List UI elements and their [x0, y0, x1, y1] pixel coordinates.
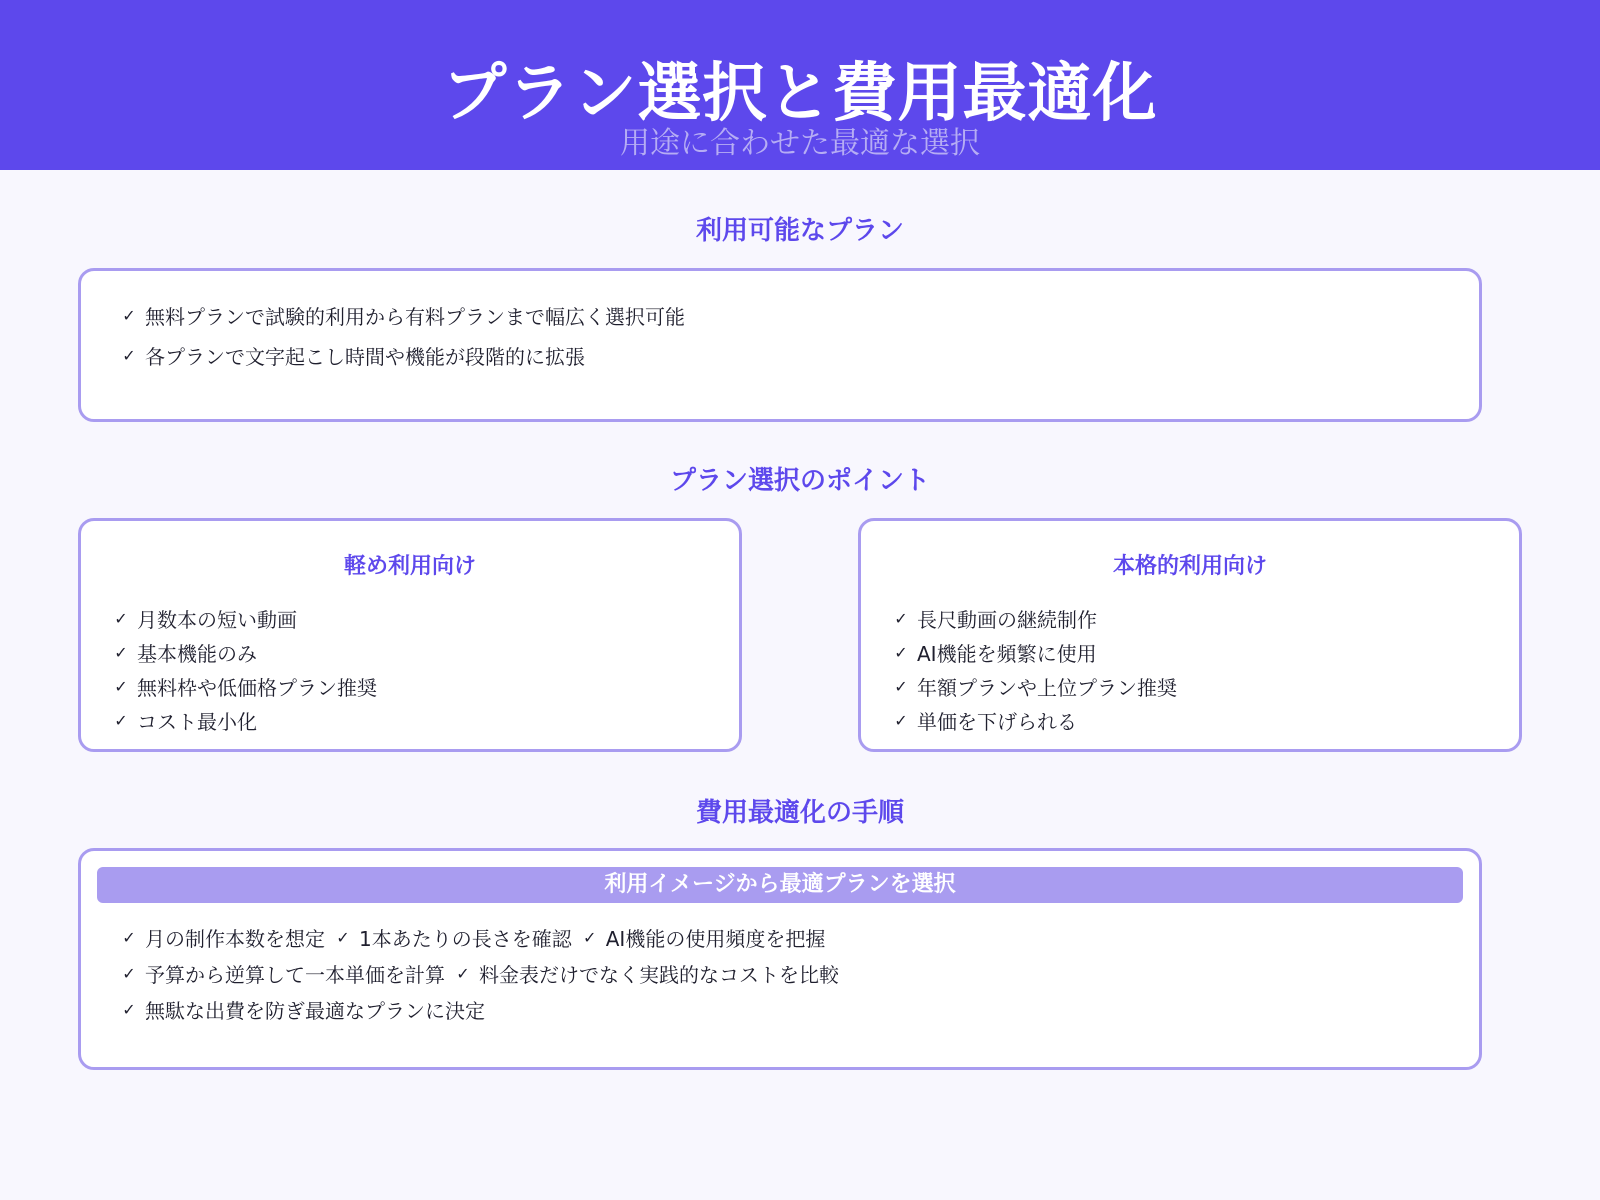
serious-usage-card: [858, 518, 1522, 752]
list-item: [893, 635, 1177, 669]
list-item-text: 基本機能のみ: [137, 641, 257, 666]
list-item: [893, 703, 1177, 737]
checkmark-icon: ✓: [122, 345, 136, 365]
list-item-text: 各プランで文字起こし時間や機能が段階的に拡張: [145, 344, 585, 369]
checkmark-icon: ✓: [122, 964, 136, 983]
list-item-text: 単価を下げられる: [917, 709, 1077, 734]
optimization-card: [78, 848, 1482, 1070]
list-item-text: 長尺動画の継続制作: [917, 607, 1097, 632]
checkmark-icon: ✓: [114, 642, 128, 662]
step-text: 月の制作本数を想定: [145, 927, 325, 951]
points-heading: プラン選択のポイント: [669, 466, 930, 496]
serious-usage-title: 本格的利用向け: [1112, 554, 1267, 579]
checkmark-icon: ✓: [894, 642, 908, 662]
list-item: [121, 295, 685, 335]
list-item-text: 無料枠や低価格プラン推奨: [137, 675, 377, 700]
checkmark-icon: ✓: [122, 305, 136, 325]
checkmark-icon: ✓: [456, 964, 470, 983]
step-row: [121, 923, 835, 952]
list-item: [893, 601, 1177, 635]
step-item: [455, 959, 839, 988]
step-item: [335, 923, 572, 952]
checkmark-icon: ✓: [114, 608, 128, 628]
checkmark-icon: ✓: [894, 608, 908, 628]
list-item: [113, 703, 377, 737]
checkmark-icon: ✓: [894, 676, 908, 696]
light-usage-card: [78, 518, 742, 752]
step-item: [121, 959, 445, 988]
step-text: 無駄な出費を防ぎ最適なプランに決定: [145, 999, 485, 1023]
checkmark-icon: ✓: [114, 676, 128, 696]
step-row: [121, 995, 495, 1024]
step-text: 1本あたりの長さを確認: [359, 927, 572, 951]
plans-heading: 利用可能なプラン: [695, 216, 904, 246]
list-item-text: 年額プランや上位プラン推奨: [917, 675, 1177, 700]
step-text: 料金表だけでなく実践的なコストを比較: [479, 963, 839, 987]
checkmark-icon: ✓: [336, 928, 350, 947]
list-item-text: AI機能を頻繁に使用: [917, 641, 1097, 666]
list-item-text: 月数本の短い動画: [137, 607, 297, 632]
list-item-text: コスト最小化: [137, 709, 257, 734]
step-item: [121, 995, 485, 1024]
list-item: [113, 635, 377, 669]
step-item: [121, 923, 325, 952]
optimization-banner: 利用イメージから最適プランを選択: [97, 867, 1463, 903]
checkmark-icon: ✓: [583, 928, 597, 947]
page-title: プラン選択と費用最適化: [442, 57, 1158, 131]
serious-usage-list: [893, 601, 1177, 737]
list-item: [113, 669, 377, 703]
list-item: [113, 601, 377, 635]
plans-list: [121, 295, 685, 375]
list-item: [121, 335, 685, 375]
step-row: [121, 959, 849, 988]
light-usage-list: [113, 601, 377, 737]
list-item-text: 無料プランで試験的利用から有料プランまで幅広く選択可能: [145, 304, 685, 329]
optimization-heading: 費用最適化の手順: [695, 798, 904, 828]
step-text: 予算から逆算して一本単価を計算: [145, 963, 445, 987]
step-text: AI機能の使用頻度を把握: [605, 927, 826, 951]
list-item: [893, 669, 1177, 703]
checkmark-icon: ✓: [122, 1000, 136, 1019]
light-usage-title: 軽め利用向け: [343, 554, 476, 579]
page-header: [0, 0, 1600, 170]
page-subtitle: 用途に合わせた最適な選択: [620, 126, 980, 161]
step-item: [582, 923, 826, 952]
checkmark-icon: ✓: [114, 710, 128, 730]
checkmark-icon: ✓: [894, 710, 908, 730]
plans-card: [78, 268, 1482, 422]
checkmark-icon: ✓: [122, 928, 136, 947]
